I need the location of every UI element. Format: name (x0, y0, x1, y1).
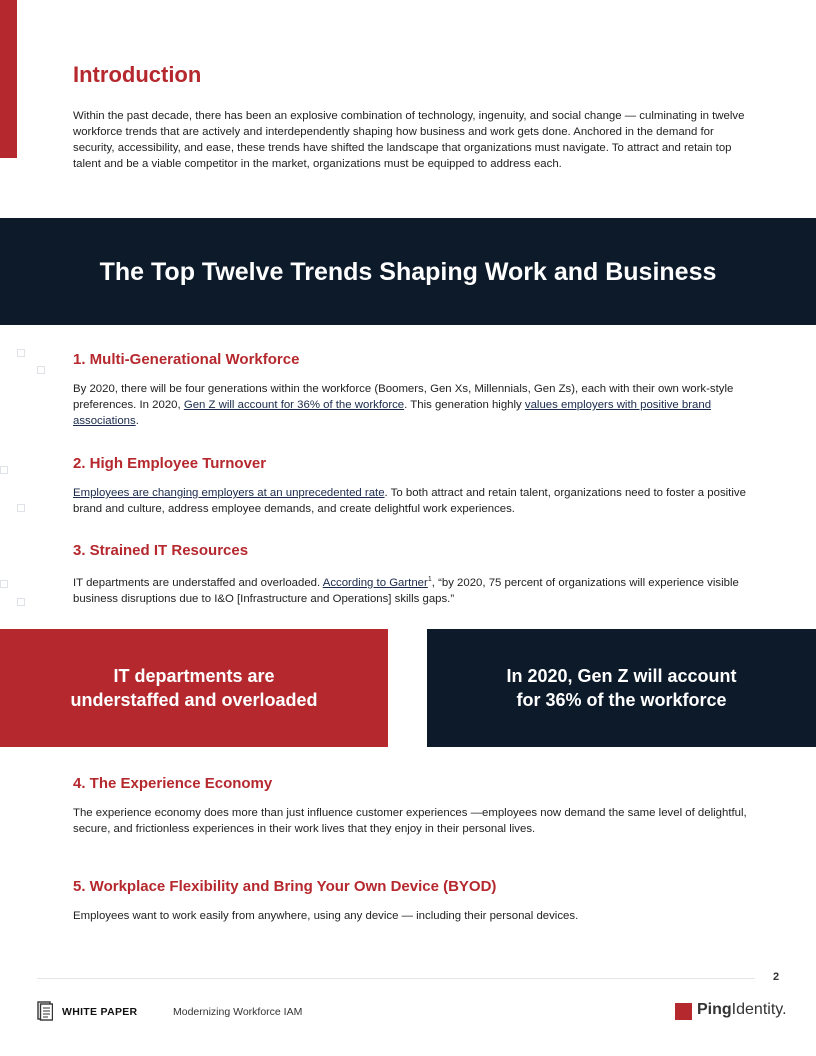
trend-text: IT departments are understaffed and overloaded. (73, 576, 323, 589)
trend-title: 3. Strained IT Resources (73, 542, 249, 559)
trend-body (73, 485, 753, 517)
brand-associations-link[interactable]: values employers with positive brand associations (73, 399, 712, 427)
decorative-square (0, 466, 8, 474)
trend-body: The experience economy does more than just influence customer experiences —employees now demand the same level of delightful, secure, and frictionless experiences in their work lives that they enjoy in their personal lives. (73, 807, 747, 835)
trend-text: . To both attract and retain talent, organizations need to foster a positive brand and culture, address employee demands, and create delightful work experiences. (73, 487, 746, 515)
trend-text: , “by 2020, 75 percent of organizations will experience visible business disruptions due to I&O [Infrastructure and Operations] skills gaps.” (73, 576, 739, 605)
trend-title: 5. Workplace Flexibility and Bring Your Own Device (BYOD) (73, 878, 497, 895)
accent-bar (0, 0, 17, 158)
banner-title: The Top Twelve Trends Shaping Work and Business (99, 258, 717, 286)
footer-divider (37, 978, 755, 979)
employee-turnover-link[interactable]: Employees are changing employers at an unprecedented rate (73, 487, 385, 499)
trend-text: . (135, 415, 139, 427)
trend-section-3 (73, 542, 753, 607)
decorative-square (37, 366, 45, 374)
callout-line: IT departments are (113, 666, 275, 686)
trends-banner (0, 218, 816, 325)
trend-text: . This generation highly (404, 399, 525, 411)
footer-subtitle: Modernizing Workforce IAM (173, 1006, 303, 1018)
trend-section-2 (73, 455, 753, 517)
callout-it-understaffed (0, 629, 388, 747)
page-number: 2 (773, 971, 780, 983)
trend-body: Employees want to work easily from anywhere, using any device — including their personal devices. (73, 910, 579, 922)
gen-z-workforce-link[interactable]: Gen Z will account for 36% of the workforce (183, 399, 405, 411)
trend-section-5 (73, 878, 753, 924)
trend-text: By 2020, there will be four generations within the workforce (Boomers, Gen Xs, Millennials, Gen Zs), each with their own work-style preferences. In 2020, (73, 383, 734, 411)
logo-text-bold: Ping (697, 1001, 732, 1018)
intro-paragraph: Within the past decade, there has been an explosive combination of technology, ingenuity, and social change — culminating in twelve workforce trends that are actively and interdependently shaping how business and work gets done. Anchored in the demand for security, accessibility, and ease, these trends have shifted the landscape that organizations must navigate. To attract and retain top talent and be a viable competitor in the market, organizations must be equipped to address each. (73, 110, 745, 170)
ping-identity-logo-mark (675, 1003, 692, 1020)
logo-text-mark: . (782, 1001, 787, 1018)
trend-section-4 (73, 775, 753, 837)
callout-line: understaffed and overloaded (70, 690, 318, 710)
logo-text-light: Identity (731, 1001, 783, 1018)
decorative-square (17, 504, 25, 512)
trend-body (73, 572, 753, 607)
trend-body (73, 381, 753, 429)
document-icon (37, 1001, 53, 1021)
footnote-marker: 1 (427, 576, 432, 583)
trend-title: 2. High Employee Turnover (73, 455, 267, 472)
gartner-link[interactable]: According to Gartner (322, 576, 428, 589)
decorative-square (17, 598, 25, 606)
trend-section-1 (73, 351, 753, 429)
callout-gen-z (427, 629, 816, 747)
decorative-square (17, 349, 25, 357)
footer-label: WHITE PAPER (62, 1006, 138, 1018)
callout-line: for 36% of the workforce (516, 690, 727, 710)
trend-title: 4. The Experience Economy (73, 775, 273, 792)
callout-line: In 2020, Gen Z will account (506, 666, 737, 686)
intro-title: Introduction (73, 62, 202, 87)
decorative-square (0, 580, 8, 588)
ping-identity-logo (697, 1001, 787, 1019)
trend-title: 1. Multi-Generational Workforce (73, 351, 300, 368)
